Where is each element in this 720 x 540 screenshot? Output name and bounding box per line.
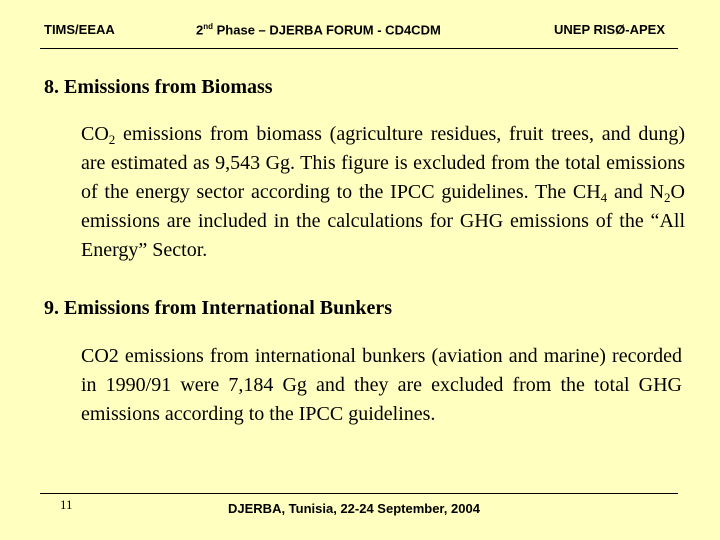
paragraph-text-3: O emissions are included in the calculations for GHG emissions of the “All Energy” Sector. [81,181,685,261]
subscript-2: 2 [108,132,116,147]
footer-text: DJERBA, Tunisia, 22-24 September, 2004 [228,501,480,516]
header-left: TIMS/EEAA [44,22,115,37]
header-rule [40,48,678,49]
header-center-ordinal: 2 [196,22,204,38]
co-text: CO [81,123,109,145]
subscript-2b: 2 [664,190,671,205]
header-center [196,22,441,37]
footer-rule [40,493,678,494]
subscript-4: 4 [600,190,608,205]
paragraph-text-2: and N [607,181,665,203]
page-number: 11 [60,497,73,512]
paragraph-text-1: emissions from biomass (agriculture residues, fruit trees, and dung) are estimated as 9,543 Gg. This figure is excluded from the total emissions of the energy sector according to the IPCC guidelines. The CH [81,123,685,203]
header-center-sup: nd [203,22,214,31]
section-8-heading: 8. Emissions from Biomass [44,76,273,98]
header-center-rest: Phase – DJERBA FORUM - CD4CDM [213,22,441,38]
section-9-paragraph: CO2 emissions from international bunkers (aviation and marine) recorded in 1990/91 were 7,184 Gg and they are excluded from the total GHG emissions according to the IPCC guidelines. [81,345,682,425]
section-8-paragraph [81,120,685,265]
header-right: UNEP RISØ-APEX [554,22,666,37]
section-9-heading: 9. Emissions from International Bunkers [44,297,393,319]
